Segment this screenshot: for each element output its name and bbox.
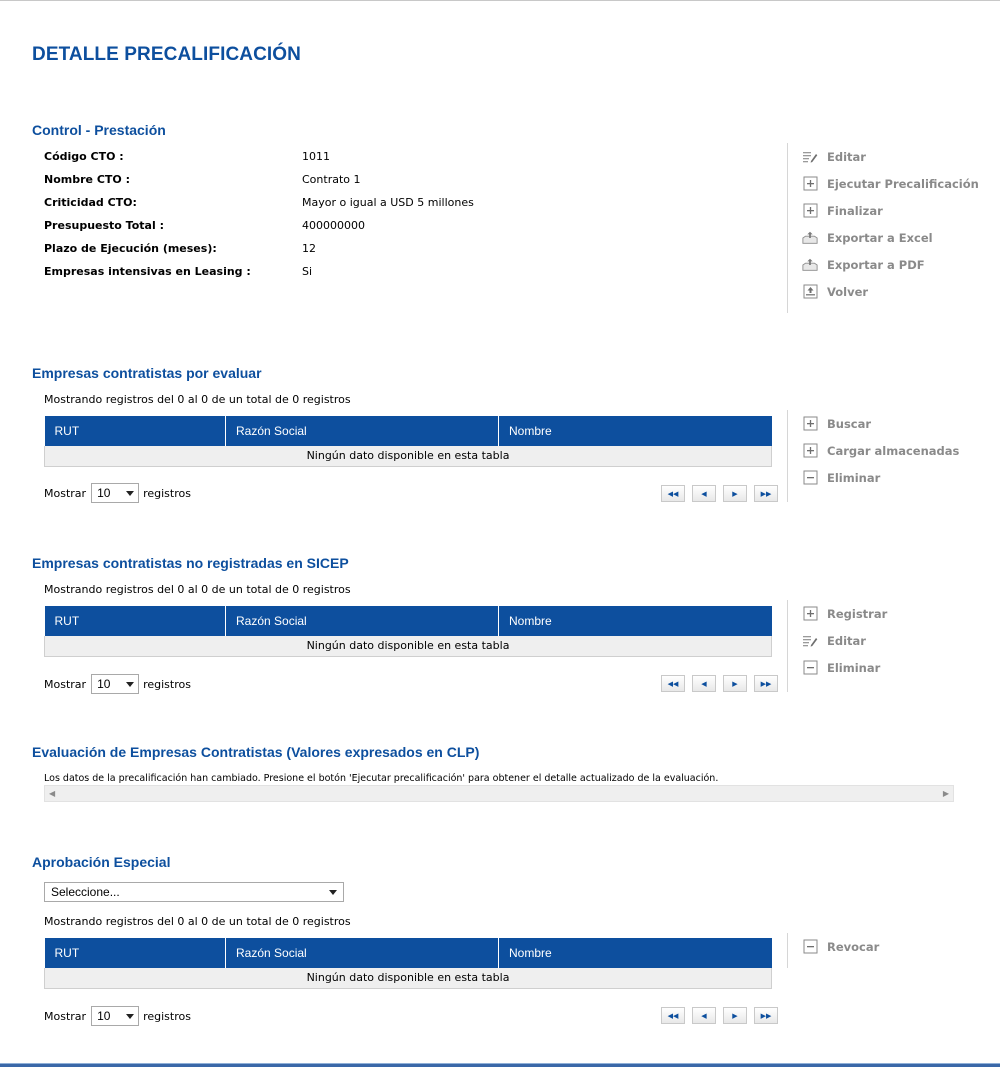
chevron-down-icon (329, 890, 337, 895)
next-page-button[interactable]: ▶ (723, 675, 747, 692)
aprobacion-length (44, 1006, 191, 1026)
column-rut[interactable]: RUT (45, 938, 226, 968)
field-criticidad-cto (44, 196, 544, 219)
table-header-row (45, 416, 772, 446)
back-icon (802, 284, 818, 300)
action-label: Ejecutar Precalificación (827, 176, 979, 191)
last-page-button[interactable]: ▶▶ (754, 1007, 778, 1024)
field-value: 12 (302, 242, 316, 255)
aprobacion-info: Mostrando registros del 0 al 0 de un total de 0 registros (44, 915, 351, 928)
action-label: Editar (827, 633, 866, 648)
records-label: registros (143, 677, 191, 691)
column-razon-social[interactable]: Razón Social (226, 416, 499, 446)
table-row (45, 446, 772, 466)
field-value: Contrato 1 (302, 173, 361, 186)
prev-page-button[interactable]: ◀ (692, 485, 716, 502)
action-label: Registrar (827, 606, 888, 621)
edit-icon (802, 149, 818, 165)
next-page-button[interactable]: ▶ (723, 485, 747, 502)
field-value: 400000000 (302, 219, 365, 232)
control-fields (44, 150, 544, 288)
field-value: Si (302, 265, 313, 278)
empty-message: Ningún dato disponible en esta tabla (45, 968, 772, 988)
field-codigo-cto (44, 150, 544, 173)
action-label: Revocar (827, 939, 880, 954)
field-label: Presupuesto Total : (44, 219, 164, 232)
editar-button[interactable] (802, 627, 992, 654)
field-label: Nombre CTO : (44, 173, 130, 186)
por-evaluar-info: Mostrando registros del 0 al 0 de un total de 0 registros (44, 393, 351, 406)
exportar-excel-button[interactable] (802, 224, 992, 251)
ejecutar-precalificacion-button[interactable] (802, 170, 992, 197)
column-razon-social[interactable]: Razón Social (226, 606, 499, 636)
field-plazo-ejecucion (44, 242, 544, 265)
column-nombre[interactable]: Nombre (499, 938, 772, 968)
eliminar-button[interactable] (802, 464, 992, 491)
table-header-row (45, 606, 772, 636)
prev-page-button[interactable]: ◀ (692, 1007, 716, 1024)
column-rut[interactable]: RUT (45, 416, 226, 446)
export-icon (802, 257, 818, 273)
field-value: 1011 (302, 150, 330, 163)
aprobacion-pager (661, 1007, 778, 1024)
plus-box-icon (802, 606, 818, 622)
editar-button[interactable] (802, 143, 992, 170)
no-registradas-actions (787, 600, 992, 692)
first-page-button[interactable]: ◀◀ (661, 675, 685, 692)
evaluacion-message: Los datos de la precalificación han cambiado. Presione el botón 'Ejecutar precalificación' para obtener el detalle actualizado de la evaluación. (44, 773, 719, 784)
select-value: Seleccione... (51, 885, 120, 899)
registrar-button[interactable] (802, 600, 992, 627)
minus-box-icon (802, 470, 818, 486)
action-label: Cargar almacenadas (827, 443, 960, 458)
plus-box-icon (802, 443, 818, 459)
eliminar-button[interactable] (802, 654, 992, 681)
control-section-title: Control - Prestación (32, 122, 166, 138)
aprobacion-title: Aprobación Especial (32, 854, 171, 870)
top-border (0, 0, 1000, 1)
no-registradas-info: Mostrando registros del 0 al 0 de un total de 0 registros (44, 583, 351, 596)
por-evaluar-title: Empresas contratistas por evaluar (32, 365, 262, 381)
action-label: Finalizar (827, 203, 883, 218)
field-label: Código CTO : (44, 150, 124, 163)
volver-button[interactable] (802, 278, 992, 305)
edit-icon (802, 633, 818, 649)
exportar-pdf-button[interactable] (802, 251, 992, 278)
show-label: Mostrar (44, 486, 87, 500)
no-registradas-pager (661, 675, 778, 692)
aprobacion-actions (787, 933, 992, 968)
last-page-button[interactable]: ▶▶ (754, 485, 778, 502)
chevron-down-icon (126, 1014, 134, 1019)
page-size-select[interactable] (91, 1006, 139, 1026)
evaluacion-title: Evaluación de Empresas Contratistas (Valores expresados en CLP) (32, 744, 480, 760)
empty-message: Ningún dato disponible en esta tabla (45, 636, 772, 656)
control-actions (787, 143, 992, 313)
por-evaluar-actions (787, 410, 992, 502)
horizontal-scrollbar[interactable] (44, 785, 954, 802)
field-label: Plazo de Ejecución (meses): (44, 242, 217, 255)
page-size-value: 10 (97, 1009, 111, 1023)
revocar-button[interactable] (802, 933, 992, 960)
por-evaluar-table (44, 416, 772, 467)
action-label: Volver (827, 284, 869, 299)
minus-box-icon (802, 660, 818, 676)
export-icon (802, 230, 818, 246)
empty-message: Ningún dato disponible en esta tabla (45, 446, 772, 466)
plus-box-icon (802, 176, 818, 192)
action-label: Eliminar (827, 470, 881, 485)
action-label: Editar (827, 149, 866, 164)
field-empresas-leasing (44, 265, 544, 288)
aprobacion-table (44, 938, 772, 989)
table-row (45, 636, 772, 656)
first-page-button[interactable]: ◀◀ (661, 1007, 685, 1024)
action-label: Buscar (827, 416, 872, 431)
column-rut[interactable]: RUT (45, 606, 226, 636)
no-registradas-title: Empresas contratistas no registradas en SICEP (32, 555, 349, 571)
chevron-down-icon (126, 682, 134, 687)
page-size-value: 10 (97, 677, 111, 691)
column-nombre[interactable]: Nombre (499, 606, 772, 636)
field-value: Mayor o igual a USD 5 millones (302, 196, 474, 209)
last-page-button[interactable]: ▶▶ (754, 675, 778, 692)
field-nombre-cto (44, 173, 544, 196)
page-size-select[interactable] (91, 483, 139, 503)
show-label: Mostrar (44, 1009, 87, 1023)
column-razon-social[interactable]: Razón Social (226, 938, 499, 968)
buscar-button[interactable] (802, 410, 992, 437)
prev-page-button[interactable]: ◀ (692, 675, 716, 692)
action-label: Exportar a Excel (827, 230, 933, 245)
records-label: registros (143, 486, 191, 500)
field-label: Criticidad CTO: (44, 196, 137, 209)
table-row (45, 968, 772, 988)
next-page-button[interactable]: ▶ (723, 1007, 747, 1024)
records-label: registros (143, 1009, 191, 1023)
no-registradas-table (44, 606, 772, 657)
por-evaluar-pager (661, 485, 778, 502)
show-label: Mostrar (44, 677, 87, 691)
bottom-border (0, 1063, 1000, 1067)
page-title: DETALLE PRECALIFICACIÓN (32, 44, 301, 65)
field-presupuesto-total (44, 219, 544, 242)
chevron-down-icon (126, 491, 134, 496)
aprobacion-select[interactable] (44, 882, 344, 902)
plus-box-icon (802, 416, 818, 432)
table-header-row (45, 938, 772, 968)
scroll-left-icon[interactable]: ◀ (49, 789, 56, 798)
page-size-value: 10 (97, 486, 111, 500)
scroll-right-icon[interactable]: ▶ (942, 789, 949, 798)
plus-box-icon (802, 203, 818, 219)
column-nombre[interactable]: Nombre (499, 416, 772, 446)
action-label: Exportar a PDF (827, 257, 925, 272)
no-registradas-length (44, 674, 191, 694)
action-label: Eliminar (827, 660, 881, 675)
page-size-select[interactable] (91, 674, 139, 694)
cargar-almacenadas-button[interactable] (802, 437, 992, 464)
field-label: Empresas intensivas en Leasing : (44, 265, 251, 278)
por-evaluar-length (44, 483, 191, 503)
first-page-button[interactable]: ◀◀ (661, 485, 685, 502)
minus-box-icon (802, 939, 818, 955)
finalizar-button[interactable] (802, 197, 992, 224)
